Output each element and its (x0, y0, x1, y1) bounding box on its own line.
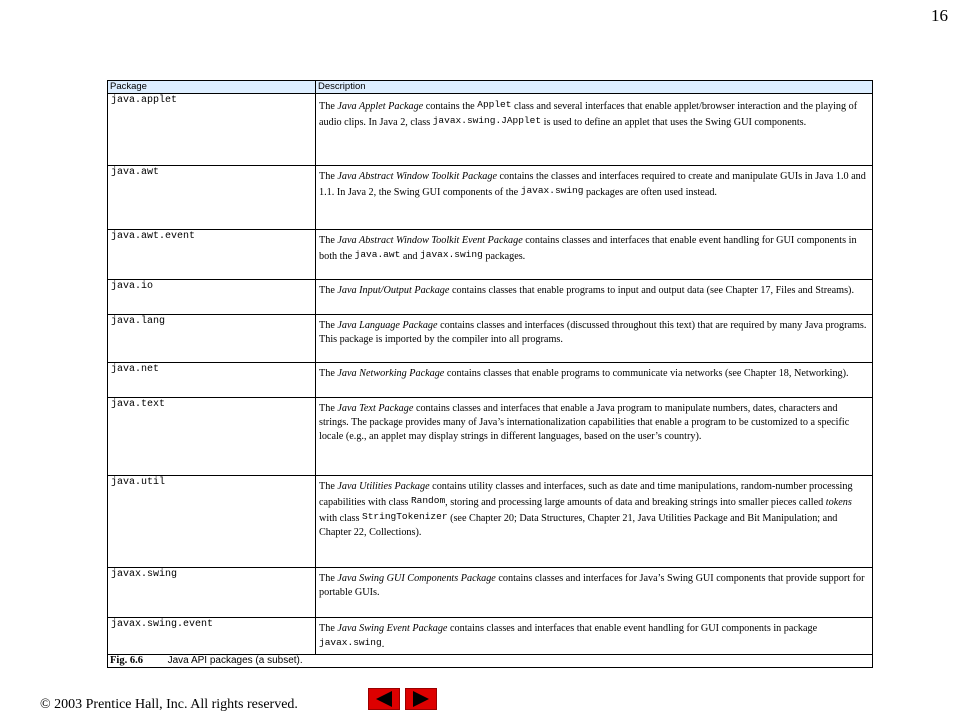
right-arrow-icon (406, 689, 436, 709)
table-row (108, 94, 873, 166)
package-name: java.io (108, 280, 316, 315)
package-description (316, 363, 873, 398)
description-text: , storing and processing large amounts of data and breaking strings into smaller pieces called (445, 497, 826, 508)
description-text: contains classes and interfaces that enable a Java program to manipulate numbers, dates, characters and strings. The package provides many of Java’s internationalization capabilities that enable a program to be customized to a specific locale (e.g., an applet may display strings in different languages, based on the user’s country). (319, 403, 850, 442)
figure-caption (108, 655, 873, 668)
table-row (108, 398, 873, 476)
description-italic: Java Text Package (337, 403, 414, 414)
package-description (316, 230, 873, 280)
table-row (108, 363, 873, 398)
figure-title: Java API packages (a subset). (167, 655, 303, 666)
description-text: The (319, 320, 338, 331)
description-text: The (319, 171, 338, 182)
description-italic: tokens (825, 497, 852, 508)
page-number: 16 (931, 6, 948, 25)
slide-navigation (368, 688, 437, 710)
description-text: and (400, 251, 421, 262)
description-italic: Java Applet Package (337, 101, 424, 112)
package-name: java.text (108, 398, 316, 476)
table-row (108, 280, 873, 315)
package-description (316, 618, 873, 655)
packages-table (107, 80, 873, 668)
package-description (316, 398, 873, 476)
package-description (316, 94, 873, 166)
description-italic: Java Abstract Window Toolkit Package (337, 171, 497, 182)
header-description: Description (316, 81, 873, 94)
description-text: The (319, 235, 338, 246)
table-row (108, 568, 873, 618)
description-text: The (319, 573, 338, 584)
description-text: The (319, 623, 338, 634)
description-italic: Java Swing GUI Components Package (337, 573, 496, 584)
description-text: packages. (482, 251, 526, 262)
table-row (108, 166, 873, 230)
package-name: java.awt.event (108, 230, 316, 280)
description-text: contains classes and interfaces that enable event handling for GUI components in both the (319, 235, 857, 262)
description-code: javax.swing.JApplet (432, 115, 542, 126)
package-description (316, 476, 873, 568)
description-text: contains utility classes and interfaces, such as date and time manipulations, random-number processing capabilities with class (319, 481, 853, 508)
description-italic: Java Swing Event Package (337, 623, 448, 634)
previous-slide-button[interactable] (368, 688, 400, 710)
description-text: class and several interfaces that enable applet/browser interaction and the playing of audio clips. In Java 2, class (319, 101, 858, 128)
description-text: The (319, 368, 338, 379)
description-code: StringTokenizer (362, 511, 448, 522)
description-text: contains the (423, 101, 478, 112)
description-text: . (381, 639, 385, 650)
description-code: javax.swing (520, 185, 584, 196)
table-row (108, 476, 873, 568)
description-italic: Java Networking Package (337, 368, 445, 379)
package-description (316, 280, 873, 315)
package-name: java.awt (108, 166, 316, 230)
package-name: javax.swing.event (108, 618, 316, 655)
package-name: java.lang (108, 315, 316, 363)
description-text: with class (319, 513, 363, 524)
header-package: Package (108, 81, 316, 94)
next-slide-button[interactable] (405, 688, 437, 710)
table-row (108, 618, 873, 655)
left-arrow-icon (369, 689, 399, 709)
description-text: contains the classes and interfaces required to create and manipulate GUIs in Java 1.0 and 1.1. In Java 2, the Swing GUI components of the (319, 171, 866, 198)
packages-table-container (107, 80, 872, 668)
description-text: (see Chapter 20; Data Structures, Chapter 21, Java Utilities Package and Bit Manipulation; and Chapter 22, Collections). (319, 513, 838, 538)
description-text: packages are often used instead. (583, 187, 717, 198)
description-text: contains classes and interfaces for Java’s Swing GUI components that provide support for portable GUIs. (319, 573, 865, 598)
figure-label: Fig. 6.6 (110, 655, 143, 666)
description-code: Random (410, 495, 446, 506)
description-italic: Java Utilities Package (337, 481, 430, 492)
description-text: contains classes and interfaces (discussed throughout this text) that are required by many Java programs. This package is imported by the compiler into all programs. (319, 320, 867, 345)
package-name: java.net (108, 363, 316, 398)
description-text: The (319, 481, 338, 492)
description-code: javax.swing (319, 637, 382, 648)
table-header-row (108, 81, 873, 94)
description-italic: Java Language Package (337, 320, 438, 331)
description-text: The (319, 101, 338, 112)
description-text: contains classes and interfaces that enable event handling for GUI components in package (447, 623, 818, 634)
package-name: javax.swing (108, 568, 316, 618)
figure-caption-row (108, 655, 873, 668)
description-italic: Java Input/Output Package (337, 285, 450, 296)
description-text: contains classes that enable programs to input and output data (see Chapter 17, Files and Streams). (449, 285, 854, 296)
package-name: java.applet (108, 94, 316, 166)
table-row (108, 315, 873, 363)
description-text: The (319, 403, 338, 414)
package-description (316, 166, 873, 230)
description-italic: Java Abstract Window Toolkit Event Package (337, 235, 523, 246)
package-name: java.util (108, 476, 316, 568)
description-text: is used to define an applet that uses the Swing GUI components. (541, 117, 807, 128)
description-text: contains classes that enable programs to communicate via networks (see Chapter 18, Networking). (444, 368, 849, 379)
package-description (316, 568, 873, 618)
description-code: javax.swing (420, 249, 483, 260)
description-text: The (319, 285, 338, 296)
copyright-notice: © 2003 Prentice Hall, Inc. All rights reserved. (40, 697, 298, 712)
description-code: Applet (477, 99, 512, 110)
package-description (316, 315, 873, 363)
table-row (108, 230, 873, 280)
description-code: java.awt (354, 249, 401, 260)
